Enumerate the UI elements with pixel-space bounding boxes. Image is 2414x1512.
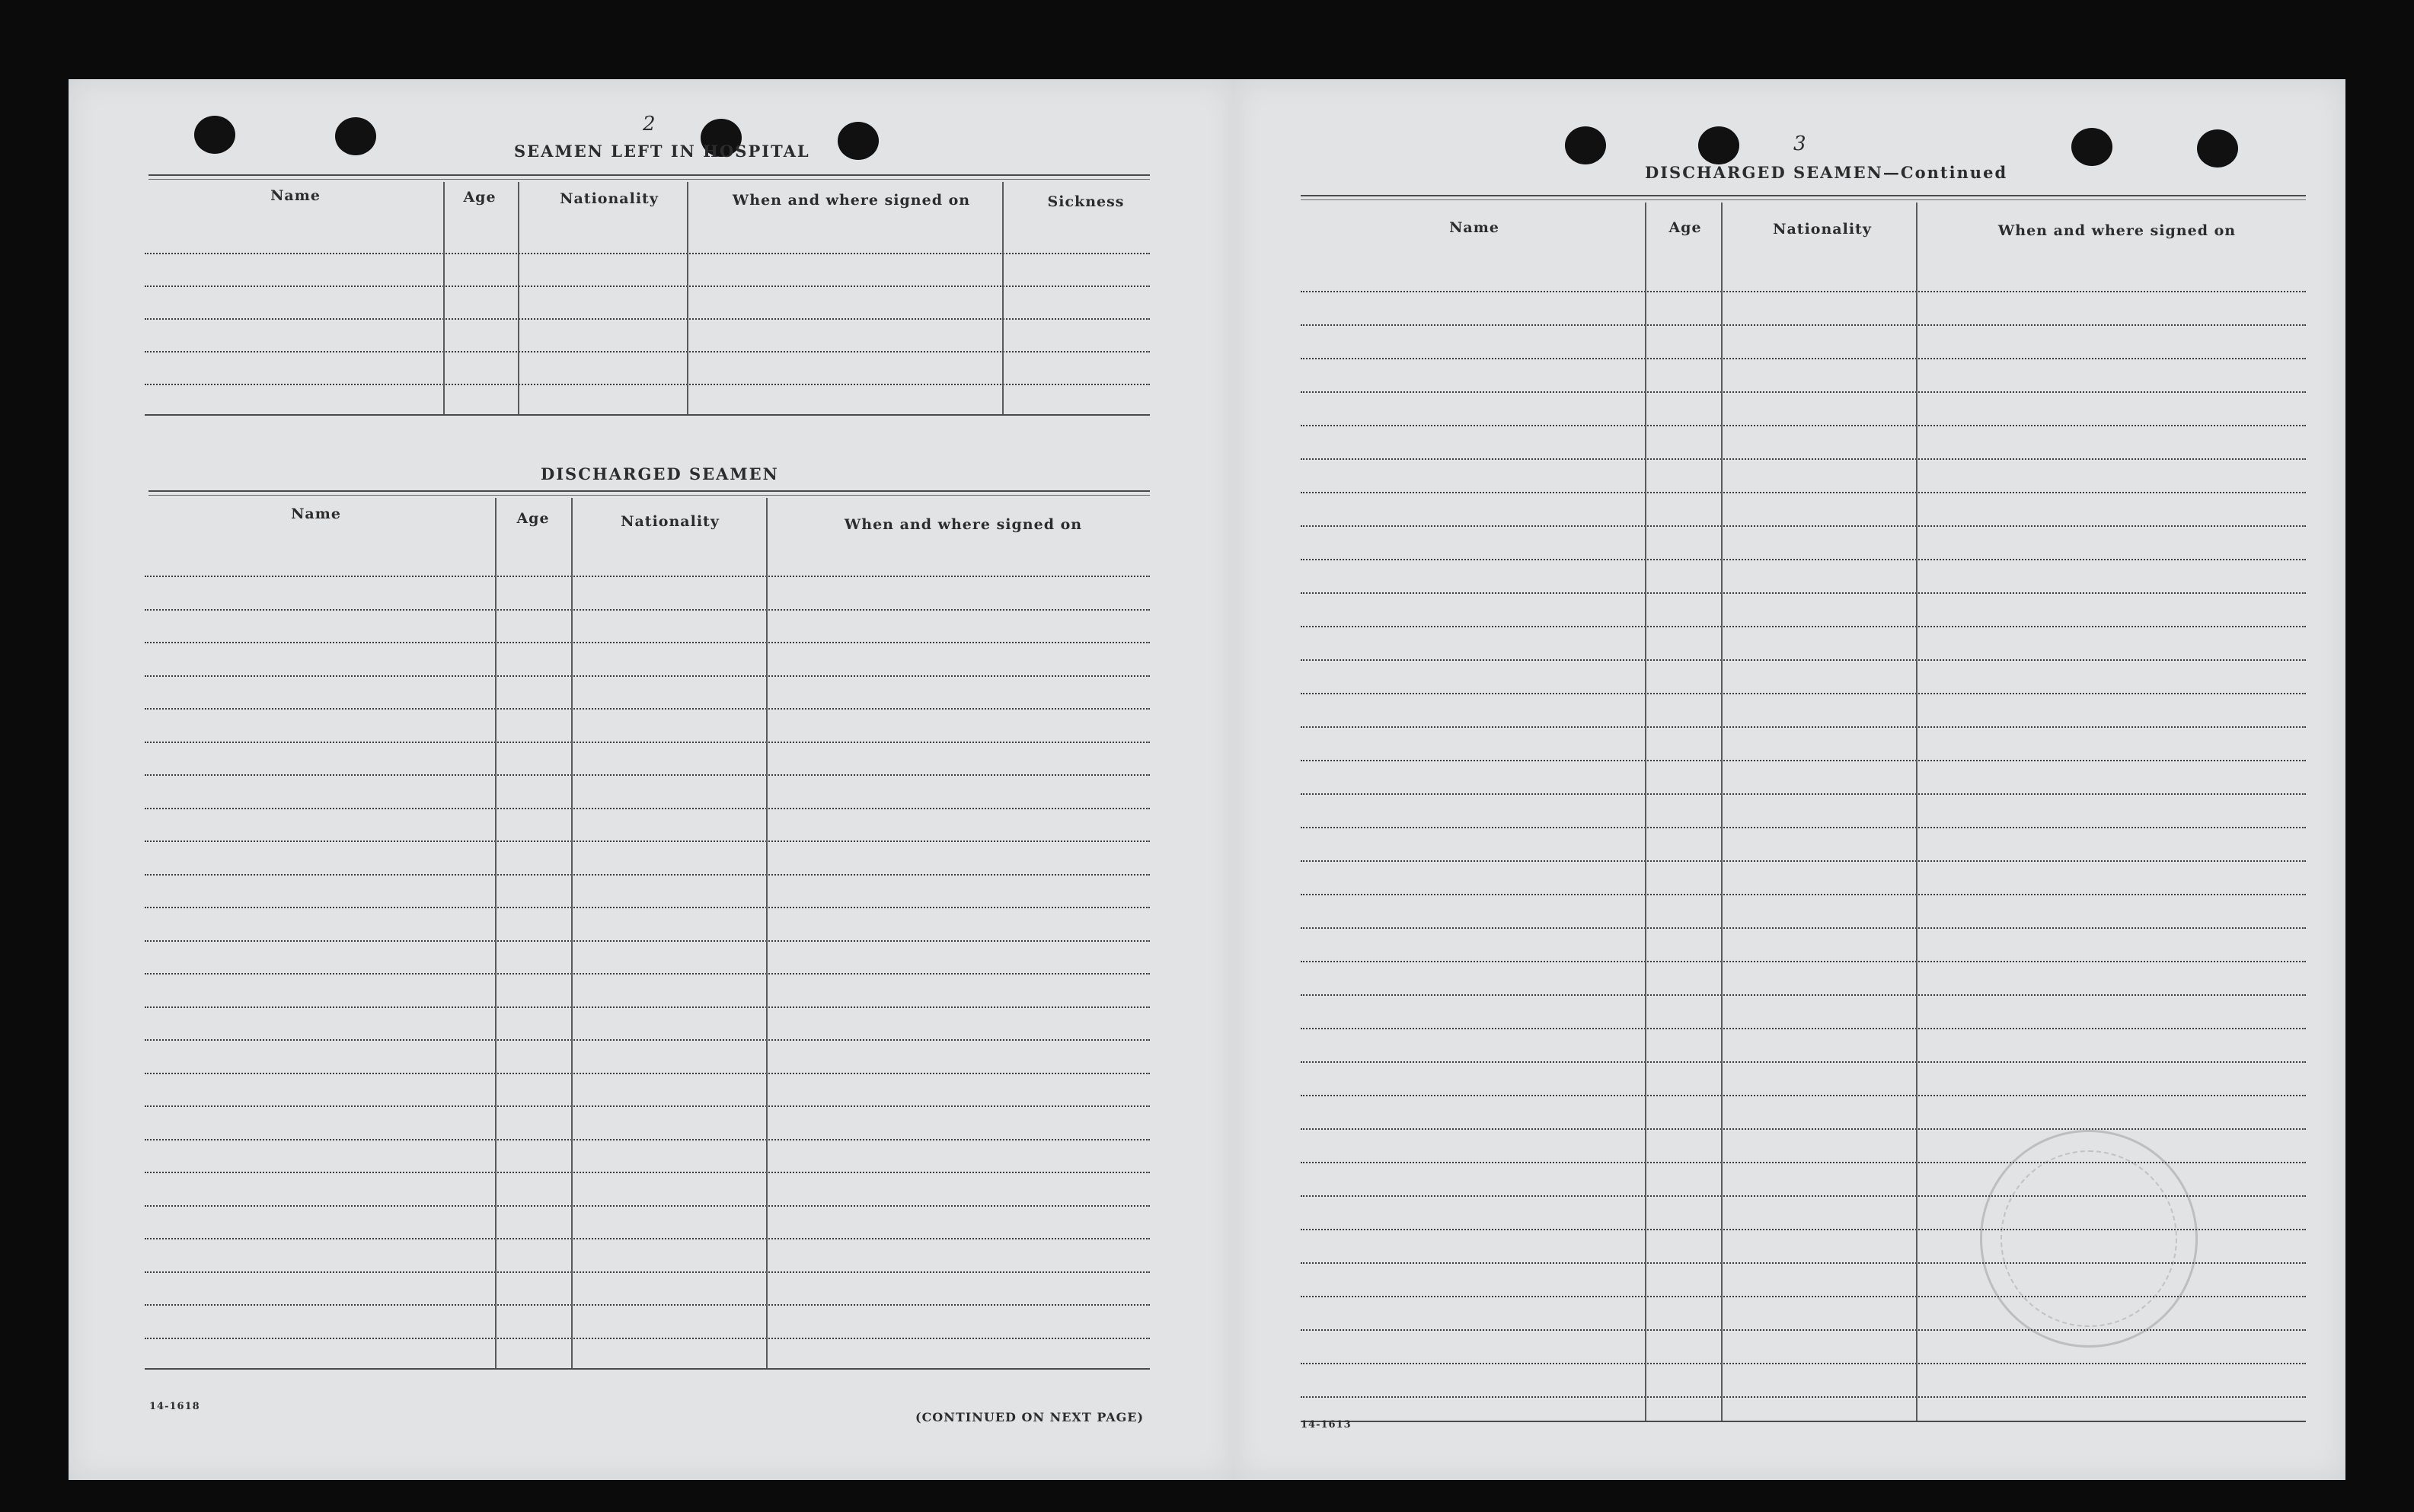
table-row-line <box>145 940 1150 942</box>
hospital-col-age: Age <box>463 189 497 206</box>
table-row-line <box>1301 1363 2306 1364</box>
table-row-line <box>145 1073 1150 1074</box>
punch-hole <box>2071 128 2112 166</box>
table-row-line <box>145 774 1150 776</box>
table-row-line <box>145 1006 1150 1008</box>
table-row-line <box>145 1304 1150 1306</box>
punch-hole <box>838 122 879 160</box>
hospital-col-nationality: Nationality <box>560 190 659 207</box>
table-row-line <box>145 675 1150 677</box>
continued-col-age: Age <box>1668 219 1702 236</box>
hospital-col-when-where: When and where signed on <box>732 192 971 209</box>
official-stamp <box>1980 1130 2198 1348</box>
table-row-line <box>145 973 1150 975</box>
continued-col-name: Name <box>1449 219 1499 236</box>
table-row-line <box>1301 659 2306 661</box>
form-number: 14-1618 <box>149 1401 200 1412</box>
column-divider <box>518 182 519 414</box>
table-row-line <box>145 907 1150 908</box>
table-row-line <box>145 1039 1150 1041</box>
punch-hole <box>2197 129 2238 167</box>
table-row-line <box>1301 1396 2306 1398</box>
column-divider <box>687 182 688 414</box>
continued-note: (CONTINUED ON NEXT PAGE) <box>915 1410 1145 1424</box>
discharged-col-when-where: When and where signed on <box>844 516 1083 533</box>
column-divider <box>495 498 497 1368</box>
left-page <box>69 79 1234 1480</box>
table-row-line <box>1301 1329 2306 1331</box>
table-row-line <box>1301 425 2306 426</box>
table-row-line <box>1301 1128 2306 1130</box>
column-divider <box>1916 203 1917 1421</box>
hospital-col-sickness: Sickness <box>1047 193 1125 210</box>
table-row-line <box>145 351 1150 352</box>
column-divider <box>1721 203 1723 1421</box>
punch-hole <box>1698 126 1739 164</box>
table-bottom-rule <box>1301 1421 2306 1422</box>
table-row-line <box>145 1172 1150 1173</box>
table-row-line <box>1301 961 2306 962</box>
table-row-line <box>1301 525 2306 527</box>
table-row-line <box>145 1205 1150 1207</box>
hospital-section-title: SEAMEN LEFT IN HOSPITAL <box>514 142 810 161</box>
table-row-line <box>1301 1028 2306 1029</box>
table-row-line <box>1301 860 2306 862</box>
table-row-line <box>145 609 1150 611</box>
table-row-line <box>145 708 1150 710</box>
table-row-line <box>145 1338 1150 1339</box>
table-bottom-rule <box>145 1368 1150 1370</box>
table-row-line <box>145 1271 1150 1273</box>
table-row-line <box>1301 1095 2306 1096</box>
table-row-line <box>1301 760 2306 761</box>
table-row-line <box>1301 994 2306 996</box>
table-row-line <box>145 285 1150 287</box>
punch-hole <box>194 116 235 154</box>
discharged-col-name: Name <box>291 506 341 522</box>
table-row-line <box>1301 693 2306 694</box>
right-page <box>1234 79 2345 1480</box>
table-row-line <box>145 742 1150 743</box>
hospital-col-name: Name <box>270 187 321 204</box>
table-row-line <box>1301 1061 2306 1063</box>
discharged-col-nationality: Nationality <box>621 513 720 530</box>
continued-col-nationality: Nationality <box>1773 221 1872 238</box>
table-row-line <box>1301 492 2306 493</box>
table-bottom-rule <box>145 414 1150 416</box>
discharged-continued-title: DISCHARGED SEAMEN—Continued <box>1645 163 2008 182</box>
discharged-section-title: DISCHARGED SEAMEN <box>541 464 779 483</box>
table-row-line <box>1301 592 2306 594</box>
table-row-line <box>1301 894 2306 895</box>
punch-hole <box>1565 126 1606 164</box>
table-row-line <box>1301 793 2306 795</box>
table-row-line <box>145 1105 1150 1107</box>
discharged-col-age: Age <box>516 510 550 527</box>
form-number: 14-1613 <box>1301 1419 1352 1431</box>
table-row-line <box>1301 391 2306 393</box>
column-divider <box>443 182 445 414</box>
table-row-line <box>1301 927 2306 929</box>
table-row-line <box>1301 626 2306 627</box>
table-row-line <box>145 318 1150 320</box>
rule <box>148 174 1150 176</box>
table-row-line <box>145 1238 1150 1239</box>
table-row-line <box>1301 726 2306 728</box>
table-row-line <box>1301 458 2306 460</box>
table-row-line <box>145 841 1150 842</box>
table-row-line <box>1301 827 2306 828</box>
table-row-line <box>145 253 1150 254</box>
column-divider <box>766 498 768 1368</box>
table-row-line <box>145 384 1150 385</box>
column-divider <box>1645 203 1646 1421</box>
continued-col-when-where: When and where signed on <box>1997 222 2237 239</box>
rule <box>148 495 1150 496</box>
rule <box>1301 199 2306 200</box>
page-number: 2 <box>643 113 656 136</box>
table-row-line <box>145 808 1150 809</box>
table-row-line <box>145 576 1150 577</box>
table-row-line <box>1301 358 2306 359</box>
table-row-line <box>145 874 1150 876</box>
punch-hole <box>335 117 376 155</box>
table-row-line <box>145 642 1150 643</box>
table-row-line <box>1301 324 2306 326</box>
page-number: 3 <box>1793 132 1807 155</box>
table-row-line <box>145 1139 1150 1140</box>
column-divider <box>1002 182 1004 414</box>
table-row-line <box>1301 559 2306 560</box>
column-divider <box>571 498 573 1368</box>
rule <box>148 179 1150 180</box>
rule <box>1301 195 2306 196</box>
rule <box>148 490 1150 492</box>
table-row-line <box>1301 291 2306 292</box>
